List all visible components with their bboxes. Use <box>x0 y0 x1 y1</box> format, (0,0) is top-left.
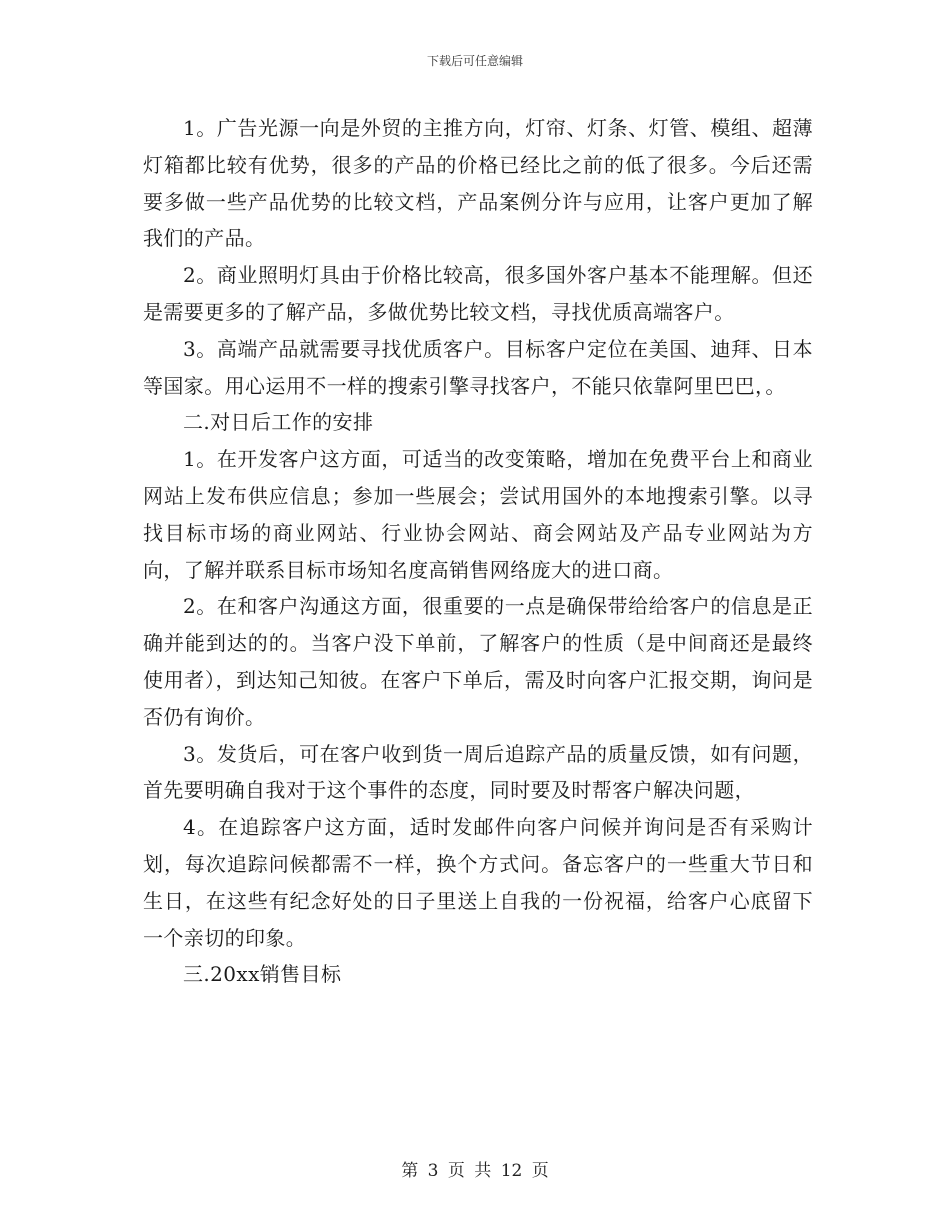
paragraph-commercial-lighting: 2。商业照明灯具由于价格比较高，很多国外客户基本不能理解。但还是需要更多的了解产品，多做优势比较文档，寻找优质高端客户。 <box>143 263 813 324</box>
total-pages-number: 12 <box>500 1161 523 1181</box>
paragraph-customer-development: 1。在开发客户这方面，可适当的改变策略，增加在免费平台上和商业网站上发布供应信息；参加一些展会；尝试用国外的本地搜索引擎。以寻找目标市场的商业网站、行业协会网站、商会网站及产品专业网站为方向，了解并联系目标市场知名度高销售网络庞大的进口商。 <box>143 447 813 582</box>
page-header-note: 下载后可任意编辑 <box>426 54 523 68</box>
paragraph-customer-communication: 2。在和客户沟通这方面，很重要的一点是确保带给给客户的信息是正确并能到达的的。当客户没下单前，了解客户的性质（是中间商还是最终使用者），到达知己知彼。在客户下单后，需及时向客户汇报交期，询问是否仍有询价。 <box>143 594 813 729</box>
page-footer <box>0 1156 950 1181</box>
page-label-mid: 页 共 <box>447 1161 492 1181</box>
page-label-suffix: 页 <box>531 1161 549 1181</box>
paragraph-high-end-products: 3。高端产品就需要寻找优质客户。目标客户定位在美国、迪拜、日本等国家。用心运用不一样的搜索引擎寻找客户，不能只依靠阿里巴巴，。 <box>143 336 813 398</box>
current-page-number: 3 <box>427 1161 439 1181</box>
section-heading-future-work: 二.对日后工作的安排 <box>183 410 374 435</box>
paragraph-after-shipping: 3。发货后，可在客户收到货一周后追踪产品的质量反馈，如有问题，首先要明确自我对于这个事件的态度，同时要及时帮客户解决问题， <box>143 741 813 803</box>
document-body <box>143 110 813 993</box>
paragraph-customer-follow-up: 4。在追踪客户这方面，适时发邮件向客户问候并询问是否有采购计划，每次追踪问候都需不一样，换个方式问。备忘客户的一些重大节日和生日，在这些有纪念好处的日子里送上自我的一份祝福，给客户心底留下一个亲切的印象。 <box>143 815 813 950</box>
page-label-prefix: 第 <box>401 1161 419 1181</box>
section-heading-sales-target: 三.20xx销售目标 <box>183 962 342 987</box>
paragraph-ad-light-source: 1。广告光源一向是外贸的主推方向，灯帘、灯条、灯管、模组、超薄灯箱都比较有优势，很多的产品的价格已经比之前的低了很多。今后还需要多做一些产品优势的比较文档，产品案例分许与应用，让客户更加了解我们的产品。 <box>143 116 813 251</box>
